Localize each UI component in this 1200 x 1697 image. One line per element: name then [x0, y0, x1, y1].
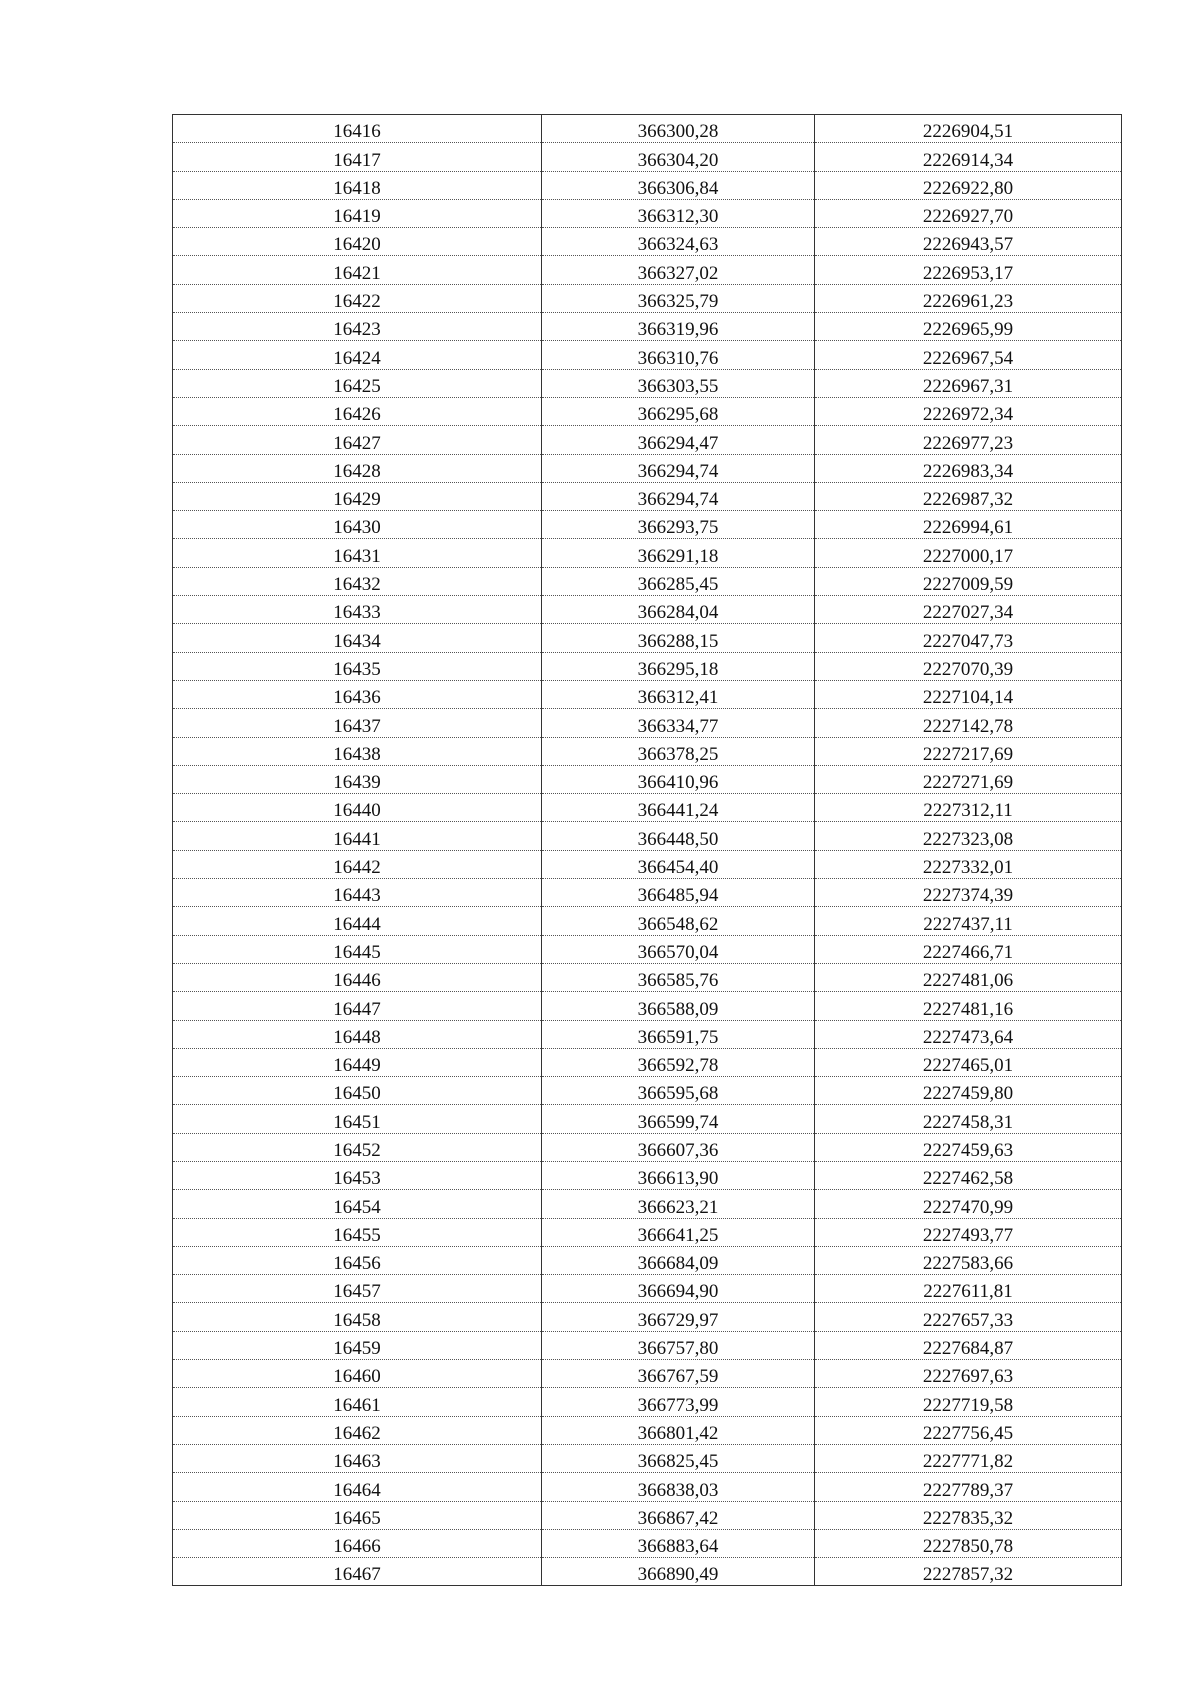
table-row [173, 992, 1122, 1020]
y-coordinate-cell: 2227312,11 [815, 794, 1122, 822]
x-coordinate-cell: 366838,03 [542, 1473, 815, 1501]
point-number-cell: 16447 [173, 992, 542, 1020]
point-number-cell: 16465 [173, 1501, 542, 1529]
x-coordinate-cell: 366641,25 [542, 1218, 815, 1246]
y-coordinate-cell: 2226943,57 [815, 228, 1122, 256]
table-row [173, 1501, 1122, 1529]
table-row [173, 624, 1122, 652]
x-coordinate-cell: 366595,68 [542, 1077, 815, 1105]
x-coordinate-cell: 366294,47 [542, 426, 815, 454]
x-coordinate-cell: 366327,02 [542, 256, 815, 284]
point-number-cell: 16440 [173, 794, 542, 822]
point-number-cell: 16434 [173, 624, 542, 652]
table-row [173, 1246, 1122, 1274]
x-coordinate-cell: 366485,94 [542, 879, 815, 907]
y-coordinate-cell: 2226904,51 [815, 115, 1122, 143]
table-row [173, 482, 1122, 510]
y-coordinate-cell: 2227027,34 [815, 596, 1122, 624]
y-coordinate-cell: 2226965,99 [815, 313, 1122, 341]
x-coordinate-cell: 366890,49 [542, 1558, 815, 1586]
x-coordinate-cell: 366599,74 [542, 1105, 815, 1133]
table-row [173, 1020, 1122, 1048]
point-number-cell: 16444 [173, 907, 542, 935]
table-row [173, 1190, 1122, 1218]
table-row [173, 822, 1122, 850]
y-coordinate-cell: 2227332,01 [815, 850, 1122, 878]
x-coordinate-cell: 366441,24 [542, 794, 815, 822]
y-coordinate-cell: 2227835,32 [815, 1501, 1122, 1529]
table-row [173, 737, 1122, 765]
y-coordinate-cell: 2227271,69 [815, 765, 1122, 793]
table-row [173, 963, 1122, 991]
x-coordinate-cell: 366295,68 [542, 397, 815, 425]
point-number-cell: 16430 [173, 511, 542, 539]
table-row [173, 369, 1122, 397]
point-number-cell: 16437 [173, 709, 542, 737]
point-number-cell: 16426 [173, 397, 542, 425]
point-number-cell: 16431 [173, 539, 542, 567]
point-number-cell: 16456 [173, 1246, 542, 1274]
coordinates-table-body [173, 115, 1122, 1586]
y-coordinate-cell: 2227437,11 [815, 907, 1122, 935]
point-number-cell: 16421 [173, 256, 542, 284]
point-number-cell: 16439 [173, 765, 542, 793]
table-row [173, 313, 1122, 341]
y-coordinate-cell: 2227857,32 [815, 1558, 1122, 1586]
point-number-cell: 16433 [173, 596, 542, 624]
point-number-cell: 16457 [173, 1275, 542, 1303]
x-coordinate-cell: 366294,74 [542, 454, 815, 482]
table-row [173, 652, 1122, 680]
table-row [173, 171, 1122, 199]
point-number-cell: 16463 [173, 1444, 542, 1472]
point-number-cell: 16424 [173, 341, 542, 369]
table-row [173, 454, 1122, 482]
table-row [173, 794, 1122, 822]
x-coordinate-cell: 366312,30 [542, 199, 815, 227]
point-number-cell: 16429 [173, 482, 542, 510]
point-number-cell: 16462 [173, 1416, 542, 1444]
x-coordinate-cell: 366288,15 [542, 624, 815, 652]
table-row [173, 879, 1122, 907]
x-coordinate-cell: 366334,77 [542, 709, 815, 737]
y-coordinate-cell: 2226994,61 [815, 511, 1122, 539]
table-row [173, 1077, 1122, 1105]
x-coordinate-cell: 366801,42 [542, 1416, 815, 1444]
y-coordinate-cell: 2227756,45 [815, 1416, 1122, 1444]
point-number-cell: 16453 [173, 1161, 542, 1189]
table-row [173, 1161, 1122, 1189]
point-number-cell: 16428 [173, 454, 542, 482]
y-coordinate-cell: 2227323,08 [815, 822, 1122, 850]
y-coordinate-cell: 2227217,69 [815, 737, 1122, 765]
point-number-cell: 16425 [173, 369, 542, 397]
point-number-cell: 16451 [173, 1105, 542, 1133]
y-coordinate-cell: 2226961,23 [815, 284, 1122, 312]
y-coordinate-cell: 2227465,01 [815, 1048, 1122, 1076]
y-coordinate-cell: 2226914,34 [815, 143, 1122, 171]
x-coordinate-cell: 366319,96 [542, 313, 815, 341]
x-coordinate-cell: 366410,96 [542, 765, 815, 793]
point-number-cell: 16464 [173, 1473, 542, 1501]
point-number-cell: 16459 [173, 1331, 542, 1359]
table-row [173, 1218, 1122, 1246]
y-coordinate-cell: 2227789,37 [815, 1473, 1122, 1501]
y-coordinate-cell: 2227481,16 [815, 992, 1122, 1020]
x-coordinate-cell: 366325,79 [542, 284, 815, 312]
table-row [173, 397, 1122, 425]
x-coordinate-cell: 366607,36 [542, 1133, 815, 1161]
y-coordinate-cell: 2227466,71 [815, 935, 1122, 963]
y-coordinate-cell: 2227611,81 [815, 1275, 1122, 1303]
table-row [173, 1444, 1122, 1472]
x-coordinate-cell: 366694,90 [542, 1275, 815, 1303]
table-row [173, 1133, 1122, 1161]
table-row [173, 1105, 1122, 1133]
table-row [173, 567, 1122, 595]
table-row [173, 1473, 1122, 1501]
y-coordinate-cell: 2226983,34 [815, 454, 1122, 482]
y-coordinate-cell: 2227459,80 [815, 1077, 1122, 1105]
point-number-cell: 16458 [173, 1303, 542, 1331]
y-coordinate-cell: 2226927,70 [815, 199, 1122, 227]
x-coordinate-cell: 366613,90 [542, 1161, 815, 1189]
y-coordinate-cell: 2227104,14 [815, 680, 1122, 708]
table-row [173, 1388, 1122, 1416]
table-row [173, 1360, 1122, 1388]
y-coordinate-cell: 2227374,39 [815, 879, 1122, 907]
point-number-cell: 16436 [173, 680, 542, 708]
table-row [173, 426, 1122, 454]
x-coordinate-cell: 366591,75 [542, 1020, 815, 1048]
table-row [173, 1558, 1122, 1586]
y-coordinate-cell: 2227481,06 [815, 963, 1122, 991]
point-number-cell: 16446 [173, 963, 542, 991]
point-number-cell: 16417 [173, 143, 542, 171]
point-number-cell: 16445 [173, 935, 542, 963]
table-row [173, 256, 1122, 284]
y-coordinate-cell: 2227771,82 [815, 1444, 1122, 1472]
y-coordinate-cell: 2226987,32 [815, 482, 1122, 510]
point-number-cell: 16461 [173, 1388, 542, 1416]
x-coordinate-cell: 366729,97 [542, 1303, 815, 1331]
table-row [173, 539, 1122, 567]
y-coordinate-cell: 2227070,39 [815, 652, 1122, 680]
table-row [173, 341, 1122, 369]
x-coordinate-cell: 366306,84 [542, 171, 815, 199]
x-coordinate-cell: 366867,42 [542, 1501, 815, 1529]
x-coordinate-cell: 366300,28 [542, 115, 815, 143]
table-row [173, 1048, 1122, 1076]
x-coordinate-cell: 366825,45 [542, 1444, 815, 1472]
table-row [173, 850, 1122, 878]
point-number-cell: 16423 [173, 313, 542, 341]
point-number-cell: 16420 [173, 228, 542, 256]
x-coordinate-cell: 366378,25 [542, 737, 815, 765]
table-row [173, 511, 1122, 539]
x-coordinate-cell: 366285,45 [542, 567, 815, 595]
point-number-cell: 16442 [173, 850, 542, 878]
table-row [173, 1331, 1122, 1359]
table-row [173, 199, 1122, 227]
y-coordinate-cell: 2227459,63 [815, 1133, 1122, 1161]
table-row [173, 115, 1122, 143]
x-coordinate-cell: 366623,21 [542, 1190, 815, 1218]
y-coordinate-cell: 2226972,34 [815, 397, 1122, 425]
coordinates-table [172, 114, 1122, 1586]
y-coordinate-cell: 2227470,99 [815, 1190, 1122, 1218]
point-number-cell: 16427 [173, 426, 542, 454]
table-row [173, 935, 1122, 963]
point-number-cell: 16466 [173, 1529, 542, 1557]
y-coordinate-cell: 2227657,33 [815, 1303, 1122, 1331]
y-coordinate-cell: 2227462,58 [815, 1161, 1122, 1189]
point-number-cell: 16435 [173, 652, 542, 680]
point-number-cell: 16438 [173, 737, 542, 765]
table-row [173, 1303, 1122, 1331]
point-number-cell: 16418 [173, 171, 542, 199]
table-row [173, 1275, 1122, 1303]
point-number-cell: 16416 [173, 115, 542, 143]
y-coordinate-cell: 2227458,31 [815, 1105, 1122, 1133]
point-number-cell: 16441 [173, 822, 542, 850]
x-coordinate-cell: 366548,62 [542, 907, 815, 935]
table-row [173, 765, 1122, 793]
x-coordinate-cell: 366883,64 [542, 1529, 815, 1557]
x-coordinate-cell: 366454,40 [542, 850, 815, 878]
y-coordinate-cell: 2227000,17 [815, 539, 1122, 567]
point-number-cell: 16460 [173, 1360, 542, 1388]
point-number-cell: 16454 [173, 1190, 542, 1218]
y-coordinate-cell: 2226922,80 [815, 171, 1122, 199]
table-row [173, 284, 1122, 312]
point-number-cell: 16448 [173, 1020, 542, 1048]
y-coordinate-cell: 2227850,78 [815, 1529, 1122, 1557]
x-coordinate-cell: 366585,76 [542, 963, 815, 991]
point-number-cell: 16467 [173, 1558, 542, 1586]
x-coordinate-cell: 366767,59 [542, 1360, 815, 1388]
point-number-cell: 16450 [173, 1077, 542, 1105]
point-number-cell: 16455 [173, 1218, 542, 1246]
x-coordinate-cell: 366291,18 [542, 539, 815, 567]
table-row [173, 907, 1122, 935]
table-row [173, 143, 1122, 171]
x-coordinate-cell: 366324,63 [542, 228, 815, 256]
table-row [173, 680, 1122, 708]
y-coordinate-cell: 2226967,31 [815, 369, 1122, 397]
point-number-cell: 16419 [173, 199, 542, 227]
y-coordinate-cell: 2226977,23 [815, 426, 1122, 454]
x-coordinate-cell: 366284,04 [542, 596, 815, 624]
x-coordinate-cell: 366295,18 [542, 652, 815, 680]
x-coordinate-cell: 366684,09 [542, 1246, 815, 1274]
table-row [173, 1416, 1122, 1444]
point-number-cell: 16432 [173, 567, 542, 595]
x-coordinate-cell: 366312,41 [542, 680, 815, 708]
point-number-cell: 16422 [173, 284, 542, 312]
point-number-cell: 16443 [173, 879, 542, 907]
table-row [173, 709, 1122, 737]
y-coordinate-cell: 2227583,66 [815, 1246, 1122, 1274]
y-coordinate-cell: 2226967,54 [815, 341, 1122, 369]
y-coordinate-cell: 2226953,17 [815, 256, 1122, 284]
x-coordinate-cell: 366592,78 [542, 1048, 815, 1076]
y-coordinate-cell: 2227493,77 [815, 1218, 1122, 1246]
x-coordinate-cell: 366570,04 [542, 935, 815, 963]
y-coordinate-cell: 2227684,87 [815, 1331, 1122, 1359]
point-number-cell: 16452 [173, 1133, 542, 1161]
y-coordinate-cell: 2227009,59 [815, 567, 1122, 595]
x-coordinate-cell: 366773,99 [542, 1388, 815, 1416]
x-coordinate-cell: 366303,55 [542, 369, 815, 397]
x-coordinate-cell: 366588,09 [542, 992, 815, 1020]
x-coordinate-cell: 366448,50 [542, 822, 815, 850]
x-coordinate-cell: 366310,76 [542, 341, 815, 369]
y-coordinate-cell: 2227697,63 [815, 1360, 1122, 1388]
table-row [173, 596, 1122, 624]
table-row [173, 1529, 1122, 1557]
y-coordinate-cell: 2227142,78 [815, 709, 1122, 737]
table-row [173, 228, 1122, 256]
x-coordinate-cell: 366294,74 [542, 482, 815, 510]
point-number-cell: 16449 [173, 1048, 542, 1076]
x-coordinate-cell: 366304,20 [542, 143, 815, 171]
y-coordinate-cell: 2227719,58 [815, 1388, 1122, 1416]
x-coordinate-cell: 366293,75 [542, 511, 815, 539]
y-coordinate-cell: 2227473,64 [815, 1020, 1122, 1048]
y-coordinate-cell: 2227047,73 [815, 624, 1122, 652]
x-coordinate-cell: 366757,80 [542, 1331, 815, 1359]
